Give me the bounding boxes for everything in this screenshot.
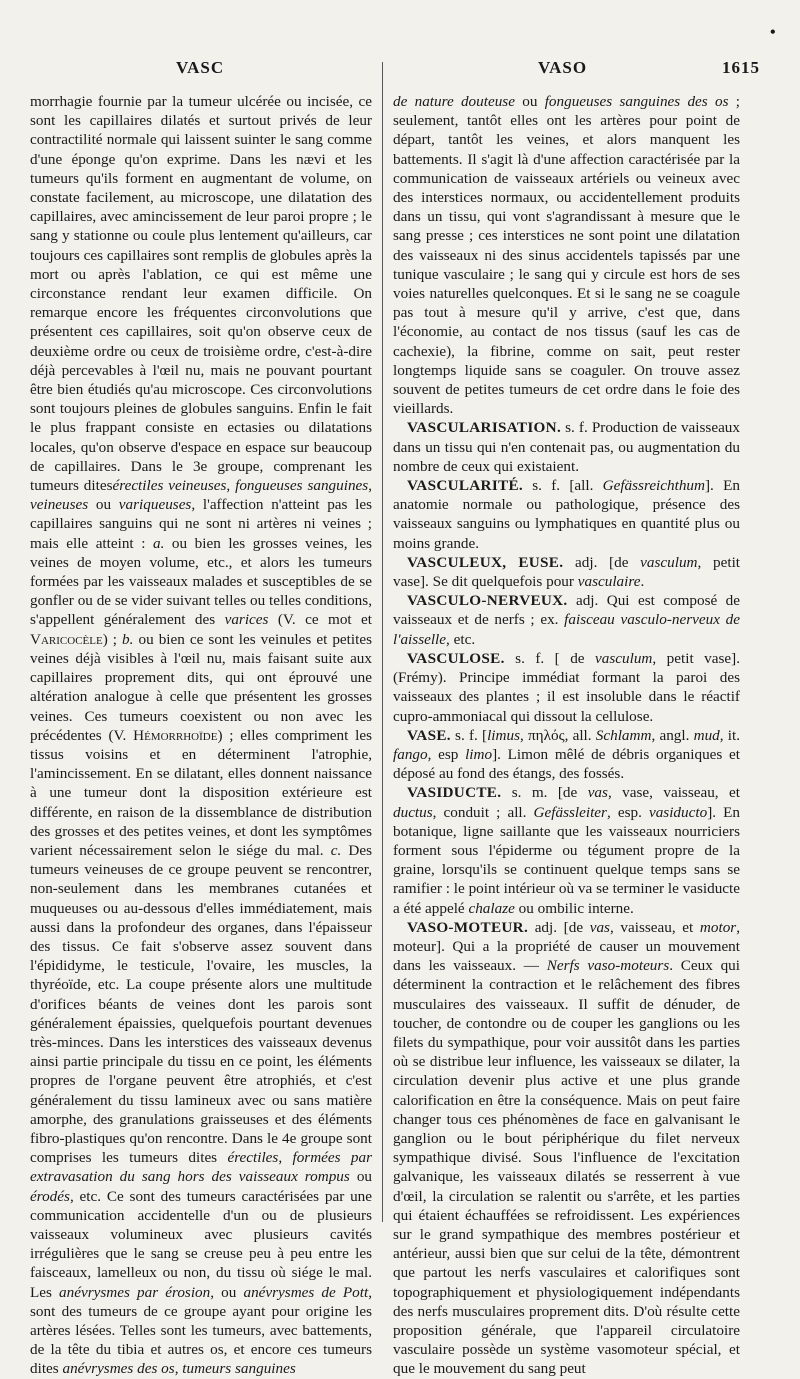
entry-text: , petit vase]. Se dit quelquefois pour — [393, 553, 741, 591]
text-segment: ou — [514, 93, 545, 110]
italic-term: érectiles veineuses — [112, 477, 227, 495]
entry-text: s. f. [all. — [523, 477, 603, 495]
entry-text: ]. Limon mêlé de débris organiques et déposé au fond des étangs, des fossés. — [393, 745, 740, 783]
italic-term: Schlamm — [595, 726, 652, 744]
italic-term: c. — [330, 841, 342, 859]
cross-reference: Hémorrhoïde — [133, 726, 218, 744]
italic-term: ductus — [393, 803, 433, 821]
entry-headword: VASIDUCTE. — [407, 784, 502, 802]
italic-term: Gefässleiter — [533, 803, 607, 821]
entry-text: s. f. Production de vaisseaux dans un tissu qui n'en contenait pas, ou augmentation du nombre de ceux qui existaient. — [393, 419, 740, 475]
entry-headword: VASCULEUX, EUSE. — [407, 553, 564, 571]
italic-term: varices — [224, 611, 269, 629]
italic-term: vas — [587, 784, 608, 802]
text-segment: , — [368, 477, 372, 495]
italic-term: vasiducto — [648, 803, 708, 821]
italic-term: limus — [487, 726, 520, 744]
text-segment: , etc. Ce sont des tumeurs caractérisées par une communication accidentelle d'un ou de plusieurs vaisseaux volumineux avec plusieurs cavités irrégulières que le sang se creuse peu à peu entre les faisceaux, lamelleux ou non, du tissu où siége le mal. Les — [30, 1187, 372, 1301]
left-column — [30, 92, 373, 1378]
italic-term: de nature douteuse — [393, 93, 515, 110]
italic-term: anévrysmes par érosion — [59, 1283, 211, 1301]
entry-text: . — [640, 573, 645, 591]
entry-text: , vaisseau, et — [609, 918, 700, 936]
dictionary-entry — [393, 591, 740, 649]
entry-text: , it. — [719, 726, 740, 744]
text-segment: morrhagie fournie par la tumeur ulcérée ou incisée, ce sont les capillaires dilatés et surtout privés de leur contractilité normale qui laissent suinter le sang comme d'une éponge qu'on exprime. Dans les nævi et les tumeurs qu'ils forment en augmentant de volume, on constate facilement, au microscope, une dilatation des capillaires, avec amincissement de leur paroi propre ; le sang y stationne ou coule plus lentement qu'ailleurs, car toujours ces capillaires sont remplis de globules après la mort ou après l'ablation, ce qui est même une circonstance rendant leur examen difficile. On remarque encore les fréquentes circonvolutions que présentent ces capillaires, soit qu'on observe ceux de deuxième ordre ou ceux de troisième ordre, c'est-à-dire déjà percevables à l'œil nu, mais ne pouvant pourtant être bien étudiés qu'au microscope. Ces circonvolutions sont toujours pleines de globules sanguins. Enfin le fait le plus frappant consiste en ectasies ou dilatations locales, qu'on observe d'espace en espace sur beaucoup de capillaires. Dans le 3e groupe, comprenant les tumeurs dites — [30, 93, 372, 495]
corner-mark: • — [770, 24, 776, 41]
entry-text: , petit vase]. (Frémy). Principe immédiat formant la paroi des vaisseaux des plantes ; il est insoluble dans le réactif cupro-ammoniacal qui dissout la cellulose. — [393, 649, 740, 725]
italic-term: limo — [465, 745, 493, 763]
entry-text: s. m. [de — [501, 784, 588, 802]
entry-text: s. f. [ de — [504, 649, 596, 667]
entry-headword: VASCULOSE. — [407, 649, 505, 667]
entry-text: adj. [de — [563, 553, 641, 571]
text-segment: Des tumeurs veineuses de ce groupe peuvent se rencontrer, non-seulement dans les membranes cutanées et muqueuses ou au-dessous d'elles immédiatement, mais aussi dans la profondeur des organes, dans l'épaisseur des tissus. Ce fait s'observe assez souvent dans l'épididyme, le testicule, l'ovaire, les muscles, la thyréoïde, etc. La coupe présente alors une multitude d'orifices béants de veines dont les parois sont généralement épaissies, quelquefois pourtant devenues très-minces. Dans les interstices des vaisseaux devenus ainsi partie principale du tissu en ce point, les éléments propres de l'organe peuvent être atrophiés, et c'est généralement du tissu lamineux avec ou sans matière amorphe, des granulations graisseuses et des éléments fibro-plastiques qu'on rencontre. Dans le 4e groupe sont comprises les tumeurs dites — [30, 841, 372, 1167]
italic-term: tumeurs sanguines — [182, 1360, 296, 1378]
text-segment: , sont des tumeurs de ce groupe ayant pour origine les artères lésées. Telles sont les tumeurs, avec battements, de la tête du tibia et autres os, et encore ces tumeurs dites — [30, 1283, 372, 1378]
entry-headword: VASO-MOTEUR. — [407, 918, 529, 936]
dictionary-entry — [393, 649, 740, 726]
italic-term: vasculum — [595, 649, 653, 667]
entry-text: s. f. [ — [450, 726, 488, 744]
italic-term: motor — [699, 918, 737, 936]
entry-text: adj. [de — [528, 918, 590, 936]
dictionary-entry — [393, 918, 740, 1379]
entry-text: , πηλός, all. — [520, 726, 596, 744]
entry-text: ]. En botanique, ligne saillante que les vaisseaux nourriciers forment sous l'épiderme ou tégument propre de la graine, lorsqu'ils se continuent quelque temps sans se ramifier : le point intérieur où va se terminer le vasiducte a été appelé — [393, 803, 740, 917]
italic-term: Gefässreichthum — [602, 477, 705, 495]
entry-headword: VASCULARITÉ. — [407, 477, 523, 495]
entry-text: , angl. — [651, 726, 694, 744]
entry-text: ou ombilic interne. — [514, 899, 634, 917]
text-segment: ou bien les grosses veines, les veines de moyen volume, etc., et alors les tumeurs formées par les vaisseaux malades et susceptibles de se gonfler ou de se vider suivant telles ou telles conditions, s'appellent généralement des — [30, 534, 373, 629]
page-number: 1615 — [722, 58, 760, 77]
entry-headword: VASE. — [407, 726, 451, 744]
italic-term: vasculum — [640, 553, 698, 571]
italic-term: fango — [393, 745, 428, 763]
text-segment: ) ; elles compriment les tissus voisins et en déterminent l'atrophie, l'amincissement. En se dilatant, elles donnent naissance à une tumeur dont la disposition extérieure est différente, en raison de la dissemblance de distribution des grosses et des petites veines, et dont les symptômes varient nécessairement selon le siége du mal. — [30, 726, 372, 859]
italic-term: fongueuses sanguines — [235, 477, 369, 495]
entry-text: , esp — [427, 745, 466, 763]
italic-term: mud — [693, 726, 720, 744]
entry-text: . Ceux qui déterminent la contraction et le relâchement des fibres musculaires des vaisseaux. Il suffit de dénuder, de toucher, de contondre ou de couper les ganglions ou les filets du sympathique, pour voir aussitôt dans les parties où se distribue leur influence, les vaisseaux se dilater, la circulation devenir plus active et une plus grande calorification en être la conséquence. Mais on peut faire changer tous ces phénomènes de face en galvanisant le ganglion ou le bout périphérique du filet nerveux sympathique divisé. Sous l'influence de l'excitation galvanique, les vaisseaux dilatés se resserrent à vue d'œil, la circulation se ralentit ou s'arrête, et les parties qui étaient échauffées se refroidissent. Les expériences sur le grand sympathique des membres postérieur et antérieur, aussi bien que sur celui de la tête, démontrent que partout les nerfs vasculaires et calorifiques sont topographiquement et physiologiquement indépendants des nerfs musculaires proprement dits. D'où résulte cette proposition générale, que l'appareil circulatoire vasculaire possède un système vasomoteur spécial, et que le mouvement du sang peut — [393, 957, 740, 1378]
italic-term: érectiles, formées par extravasation du sang hors des vaisseaux rompus — [30, 1149, 372, 1186]
dictionary-entry — [393, 726, 740, 784]
right-column — [393, 92, 741, 1378]
italic-term: anévrysmes de Pott — [243, 1283, 369, 1301]
text-segment: , l'affection n'atteint pas les capillaires sanguins qui ne sont ni artères ni veines ; mais elle atteint : — [30, 496, 373, 552]
italic-term: fongueuses sanguines des os — [544, 93, 729, 110]
text-segment: ou — [88, 496, 119, 514]
entry-text: , conduit ; all. — [432, 803, 534, 821]
italic-term: anévrysmes des os — [62, 1360, 175, 1378]
text-segment: ) ; — [102, 630, 123, 648]
text-segment: (V. ce mot et — [268, 611, 372, 629]
running-head-center: VASO — [538, 58, 588, 77]
entry-text: , esp. — [606, 803, 649, 821]
italic-term: érodés — [30, 1187, 70, 1205]
entries-list — [393, 418, 740, 1378]
dictionary-entry — [393, 783, 740, 917]
italic-term: vasculaire — [577, 573, 641, 591]
entry-headword: VASCULO-NERVEUX. — [407, 592, 568, 610]
italic-term: a. — [152, 534, 165, 552]
running-head-left: VASC — [176, 58, 225, 77]
italic-term: Nerfs vaso-moteurs — [546, 957, 670, 975]
entry-text: , etc. — [446, 630, 476, 648]
entry-text: ]. En anatomie normale ou pathologique, présence des vaisseaux sanguins ou lymphatiques en quantité plus ou moins grande. — [393, 477, 740, 552]
left-column-text — [30, 92, 372, 1379]
text-segment: ; seulement, tantôt elles ont les artères pour point de départ, tantôt les veines, et alors manquent les battements. Il s'agit là d'une affection caractérisée par la communication de vaisseaux artériels ou veineux avec des interstices normaux, ou accidentellement produits dans un tissu, qui vont s'agrandissant à mesure que le sang presse ; ces interstices ne sont point une dilatation des vaisseaux ni des sinus accidentels tapissés par une tunique vasculaire ; le sang qui y circule est hors de ses voies naturelles quelconques. Et si le sang ne se coagule pas tout à mesure qu'il y arrive, c'est que, dans l'économie, au contact de nos tissus (sauf les cas de cachexie), la fibrine, comme on sait, peut rester longtemps liquide sans se coaguler. On trouve assez souvent de petites tumeurs de cet ordre dans le foie des vieillards. — [393, 93, 740, 418]
entry-headword: VASCULARISATION. — [407, 419, 562, 437]
column-divider — [382, 62, 383, 1222]
dictionary-entry — [393, 476, 740, 553]
italic-term: variqueuses — [118, 496, 192, 514]
entry-text: , vase, vaisseau, et — [607, 784, 740, 802]
right-column-intro — [393, 92, 740, 418]
text-segment: , ou — [210, 1283, 244, 1301]
italic-term: veineuses — [30, 496, 89, 514]
text-segment: , — [174, 1360, 183, 1378]
cross-reference: Varicocèle — [30, 630, 103, 648]
text-segment: ou — [349, 1168, 373, 1186]
entry-text: , moteur]. Qui a la propriété de causer un mouvement dans les vaisseaux. — — [393, 918, 740, 975]
italic-term: vas — [589, 918, 610, 936]
dictionary-entry — [393, 418, 740, 476]
italic-term: faisceau vasculo-nerveux de l'aisselle — [393, 611, 740, 648]
text-segment: ou bien ce sont les veinules et petites veines déjà visibles à l'œil nu, mais faisant suite aux capillaires proprement dits, qui ont éprouvé une altération analogue à celle que présentent les grosses veines. Ces tumeurs coexistent ou non avec les précédentes (V. — [30, 630, 372, 744]
entry-text: adj. Qui est composé de vaisseaux et de nerfs ; ex. — [393, 592, 740, 629]
italic-term: chalaze — [468, 899, 515, 917]
italic-term: b. — [122, 630, 134, 648]
text-segment: , — [226, 477, 236, 495]
dictionary-entry — [393, 553, 740, 591]
